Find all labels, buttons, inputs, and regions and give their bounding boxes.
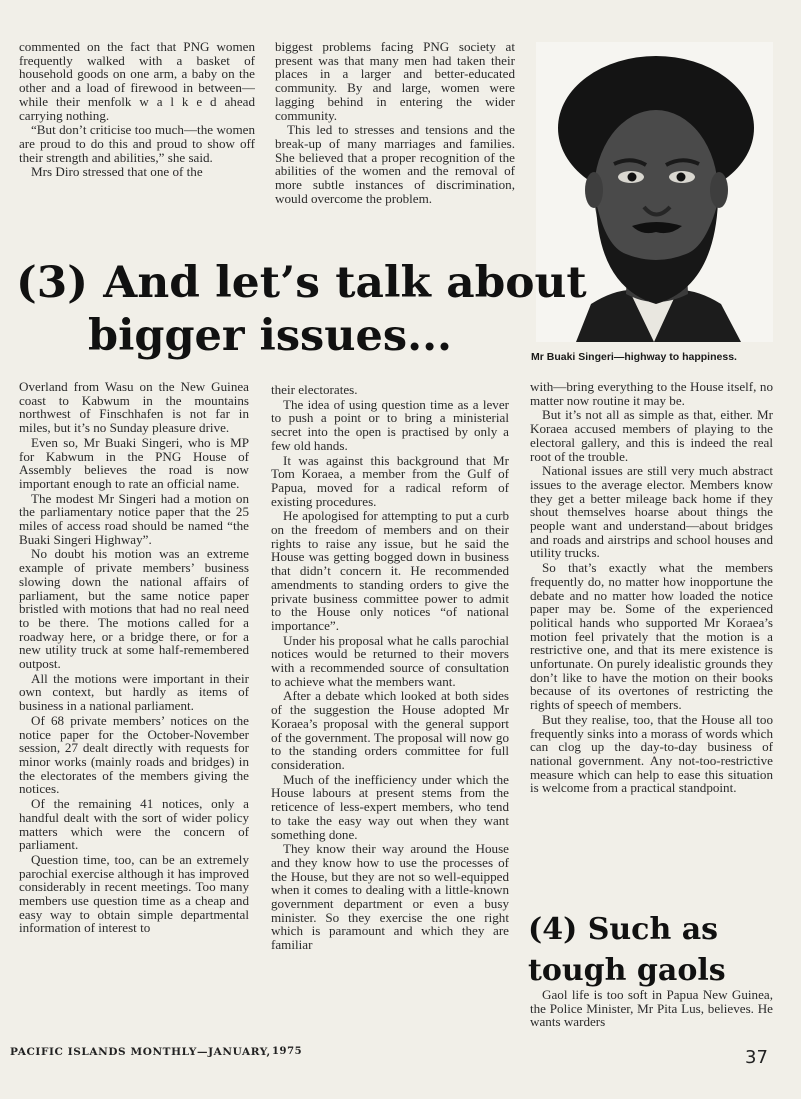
paragraph: biggest problems facing PNG society at present was that many men had taken their places in a larger and better-educated community. By and large, women were lagging behind in entering the wider community. xyxy=(275,40,515,123)
page-footer xyxy=(10,1043,770,1063)
paragraph: But it’s not all as simple as that, either. Mr Koraea accused members of playing to the electoral gallery, and this is indeed the real root of the trouble. xyxy=(530,407,773,464)
paragraph: Under his proposal what he calls parochial notices would be returned to their movers with a recommended source of consultation to achieve what the members want. xyxy=(271,632,509,689)
paragraph: their electorates. xyxy=(271,383,358,397)
paragraph: No doubt his motion was an extreme example of private members’ business slowing down the national affairs of parliament, but the same notice paper bristled with motions that had no real need to be there. The motions called for a roadway here, or a bridge there, or for a new utility truck at some half-remembered outpost. xyxy=(19,546,249,672)
continued-article-column-1 xyxy=(19,40,255,180)
paragraph: “But don’t criticise too much—the women are proud to do this and proud to show off their strength and abilities,” she said. xyxy=(19,122,255,165)
paragraph: They know their way around the House and they know how to use the processes of the House, but they are not so well-equipped when it comes to dealing with a little-known government department or even a busy minister. So they exercise the one right which is paramount and which they are familiar xyxy=(271,841,509,953)
paragraph: But they realise, too, that the House all too frequently sinks into a morass of words which can clog up the day-to-day business of national government. Any not-too-restrictive measure which can help to ease this situation is welcome from a practical standpoint. xyxy=(530,711,773,796)
paragraph: All the motions were important in their own context, but hardly as items of business in a national parliament. xyxy=(19,670,249,714)
paragraph: National issues are still very much abstract issues to the average elector. Members know they get a better mileage back home if they shout themselves hoarse about things the people want and understand—about bridges and roads and airstrips and school houses and utility trucks. xyxy=(530,463,773,561)
paragraph: with—bring everything to the House itself, no matter now routine it may be. xyxy=(530,380,773,408)
paragraph: This led to stresses and tensions and the break-up of many marriages and families. She believed that a proper recognition of the abilities of the women and the removal of more subtle instances of discrimination, would overcome the problem. xyxy=(275,122,515,206)
paragraph: commented on the fact that PNG women frequently walked with a basket of household goods on one arm, a baby on the other and a load of firewood in between—while their menfolk w a l k e d ahead carrying nothing. xyxy=(19,40,255,123)
magazine-name: PACIFIC ISLANDS MONTHLY—JANUARY, xyxy=(10,1046,271,1058)
photo-caption: Mr Buaki Singeri—highway to happiness. xyxy=(531,351,737,363)
article-4-column xyxy=(530,988,773,1030)
paragraph: After a debate which looked at both sides of the suggestion the House adopted Mr Koraea’s proposal with the general support of the government. The proposal will now go to the standing orders committee for full consideration. xyxy=(271,688,509,772)
paragraph: So that’s exactly what the members frequently do, no matter how inopportune the debate and no matter how loaded the notice paper may be. Some of the experienced political hands who supported Mr Koraea’s motion feel privately that the motion is a restrictive one, and that its mere existence is unfortunate. On purely idealistic grounds they don’t like to have the motion on their books because of its overtones of restricting the rights of speech of members. xyxy=(530,560,773,713)
headline-3-line-2: bigger issues... xyxy=(88,311,453,361)
paragraph: He apologised for attempting to put a curb on the freedom of members and on their rights to raise any issue, but he said the House was getting bogged down in business that didn’t concern it. He recommended amendments to standing orders to give the private business committee power to admit to the House only notices “of national importance”. xyxy=(271,508,509,633)
article-column-2 xyxy=(271,383,509,1043)
headline-4-line-1: (4) Such as xyxy=(528,912,719,947)
paragraph: Much of the inefficiency under which the House labours at present stems from the reticence of less-expert members, who tend to take the easy way out when they want something done. xyxy=(271,771,509,842)
headline-3-line-1: (3) And let’s talk about xyxy=(16,258,587,308)
headline-4-line-2: tough gaols xyxy=(528,953,726,988)
issue-year: 1975 xyxy=(272,1046,303,1057)
paragraph: The idea of using question time as a lever to push a point or to bring a ministerial secret into the open is practised by only a few old hands. xyxy=(271,396,509,453)
article-column-3 xyxy=(530,380,773,900)
paragraph: It was against this background that Mr Tom Koraea, a member from the Gulf of Papua, moved for a radical reform of existing procedures. xyxy=(271,452,509,509)
continued-article-column-2 xyxy=(275,40,515,206)
paragraph: Question time, too, can be an extremely parochial exercise although it has improved considerably in recent meetings. Too many members use question time as a cheap and easy way to obtain simple departmental information of interest to xyxy=(19,851,249,936)
paragraph: Of the remaining 41 notices, only a handful dealt with the sort of wider policy matters which were the concern of parliament. xyxy=(19,796,249,853)
paragraph: The modest Mr Singeri had a motion on the parliamentary notice paper that the 25 miles of access road should be named “the Buaki Singeri Highway”. xyxy=(19,490,249,547)
article-column-1 xyxy=(19,380,249,1040)
paragraph: Even so, Mr Buaki Singeri, who is MP for Kabwum in the PNG House of Assembly believes the road is now important enough to rate an official name. xyxy=(19,434,249,491)
paragraph: Mrs Diro stressed that one of the xyxy=(31,164,203,180)
paragraph: Overland from Wasu on the New Guinea coast to Kabwum in the mountains northwest of Finschhafen is not far in miles, but it’s no Sunday pleasure drive. xyxy=(19,380,249,436)
paragraph: Gaol life is too soft in Papua New Guinea, the Police Minister, Mr Pita Lus, believes. He wants warders xyxy=(530,988,773,1030)
page-number: 37 xyxy=(745,1047,768,1068)
paragraph: Of 68 private members’ notices on the notice paper for the October-November session, 27 dealt directly with requests for minor works (mainly roads and bridges) in the electorates of the members giving the notices. xyxy=(19,712,249,797)
